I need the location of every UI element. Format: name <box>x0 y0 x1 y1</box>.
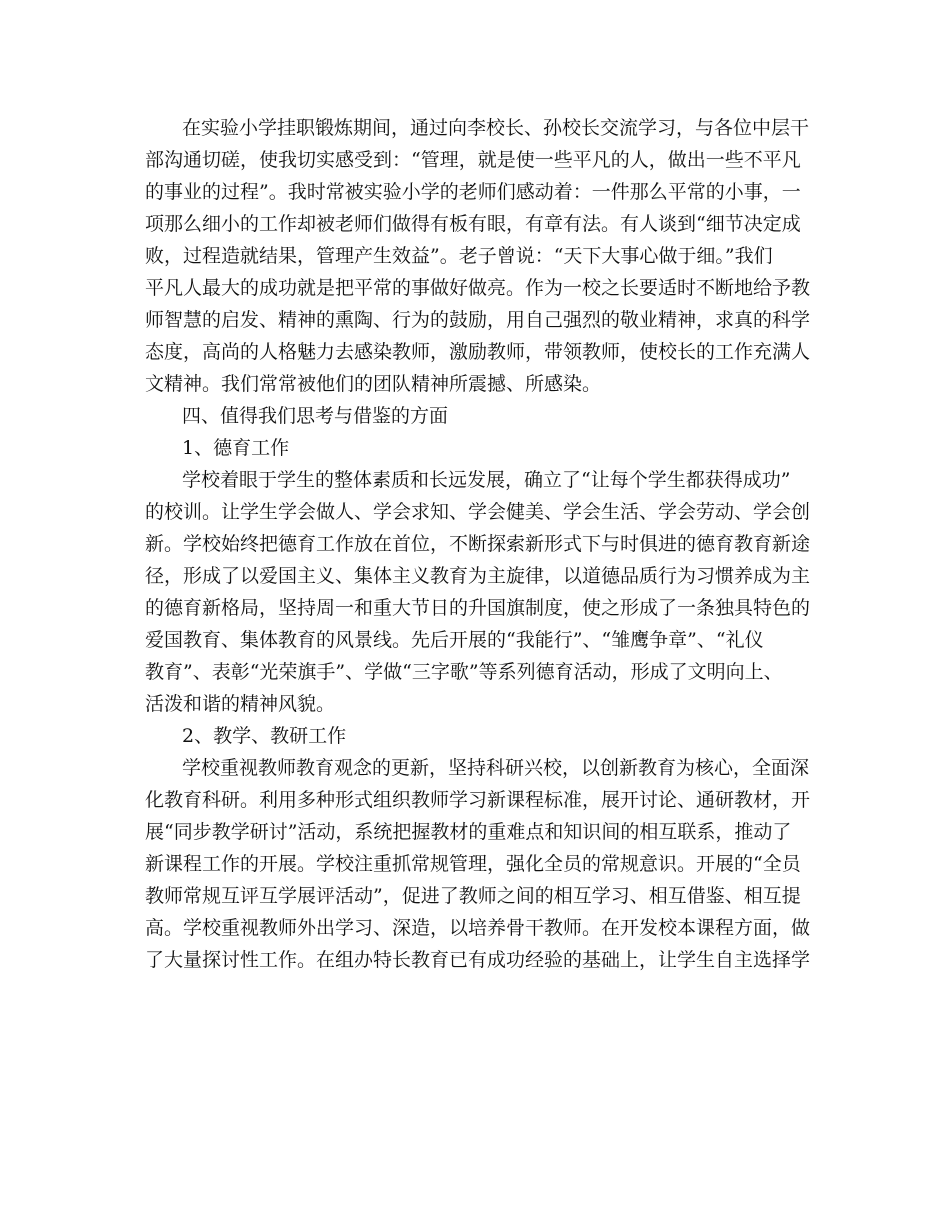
document-body <box>145 112 815 976</box>
paragraph-line: 学校着眼于学生的整体素质和长远发展，确立了“让每个学生都获得成功” <box>182 469 791 491</box>
paragraph-line: 高。学校重视教师外出学习、深造，以培养骨干教师。在开发校本课程方面，做 <box>145 917 811 939</box>
subsection-heading: 2、教学、教研工作 <box>182 725 347 747</box>
paragraph-line: 部沟通切磋，使我切实感受到：“管理，就是使一些平凡的人，做出一些不平凡 <box>145 149 801 171</box>
paragraph-line: 文精神。我们常常被他们的团队精神所震撼、所感染。 <box>145 373 602 395</box>
paragraph-line: 教师常规互评互学展评活动”，促进了教师之间的相互学习、相互借鉴、相互提 <box>145 885 801 907</box>
paragraph-line: 师智慧的启发、精神的熏陶、行为的鼓励，用自己强烈的敬业精神，求真的科学 <box>145 309 811 331</box>
paragraph-line: 新。学校始终把德育工作放在首位，不断探索新形式下与时俱进的德育教育新途 <box>145 533 811 555</box>
paragraph-line: 的事业的过程”。我时常被实验小学的老师们感动着：一件那么平常的小事，一 <box>145 181 801 203</box>
paragraph-line: 新课程工作的开展。学校注重抓常规管理，强化全员的常规意识。开展的“全员 <box>145 853 801 875</box>
paragraph-line: 了大量探讨性工作。在组办特长教育已有成功经验的基础上，让学生自主选择学 <box>145 949 811 971</box>
paragraph-line: 活泼和谐的精神风貌。 <box>145 693 336 715</box>
section-heading: 四、值得我们思考与借鉴的方面 <box>182 405 449 427</box>
paragraph-line: 爱国教育、集体教育的风景线。先后开展的“我能行”、“雏鹰争章”、“礼仪 <box>145 629 764 651</box>
paragraph-line: 教育”、表彰“光荣旗手”、学做“三字歌”等系列德育活动，形成了文明向上、 <box>145 661 783 683</box>
paragraph-line: 化教育科研。利用多种形式组织教师学习新课程标准，展开讨论、通研教材，开 <box>145 789 811 811</box>
paragraph-line: 在实验小学挂职锻炼期间，通过向李校长、孙校长交流学习，与各位中层干 <box>182 117 810 139</box>
paragraph-line: 项那么细小的工作却被老师们做得有板有眼，有章有法。有人谈到“细节决定成 <box>145 213 801 235</box>
paragraph-line: 学校重视教师教育观念的更新，坚持科研兴校，以创新教育为核心，全面深 <box>182 757 810 779</box>
paragraph-line: 的德育新格局，坚持周一和重大节日的升国旗制度，使之形成了一条独具特色的 <box>145 597 811 619</box>
paragraph-line: 平凡人最大的成功就是把平常的事做好做亮。作为一校之长要适时不断地给予教 <box>145 277 811 299</box>
subsection-heading: 1、德育工作 <box>182 437 290 459</box>
paragraph-line: 的校训。让学生学会做人、学会求知、学会健美、学会生活、学会劳动、学会创 <box>145 501 811 523</box>
paragraph-line: 径，形成了以爱国主义、集体主义教育为主旋律，以道德品质行为习惯养成为主 <box>145 565 811 587</box>
paragraph-line: 态度，高尚的人格魅力去感染教师，激励教师，带领教师，使校长的工作充满人 <box>145 341 811 363</box>
paragraph-line: 展“同步教学研讨”活动，系统把握教材的重难点和知识间的相互联系，推动了 <box>145 821 792 843</box>
paragraph-line: 败，过程造就结果，管理产生效益”。老子曾说：“天下大事心做于细。”我们 <box>145 245 773 267</box>
